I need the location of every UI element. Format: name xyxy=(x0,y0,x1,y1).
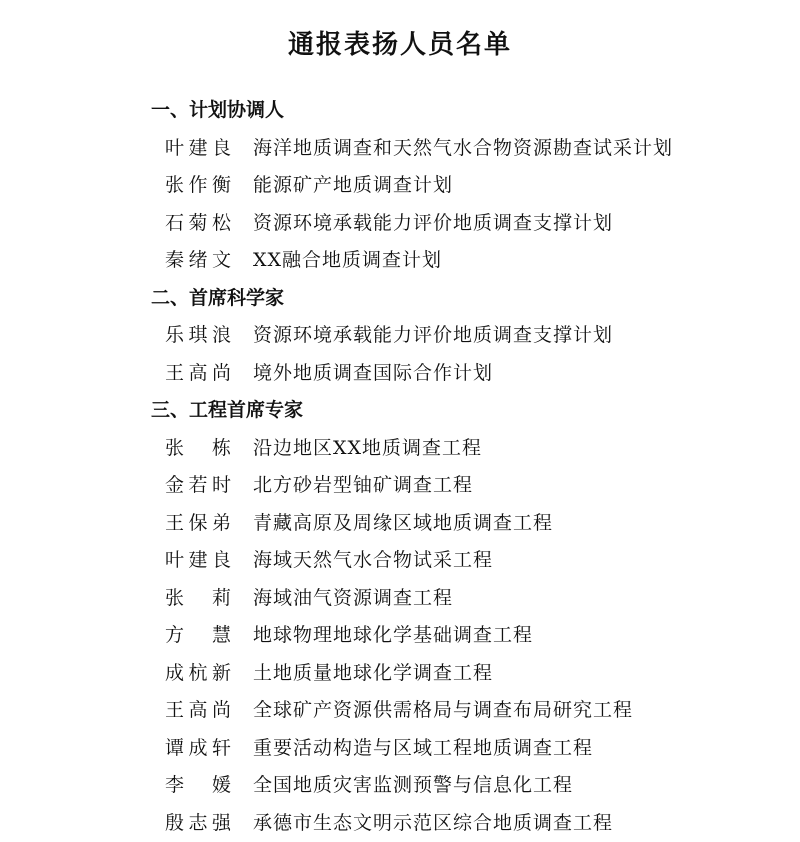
list-item xyxy=(151,617,771,655)
list-item xyxy=(151,317,771,355)
project-name: 土地质量地球化学调查工程 xyxy=(253,655,493,693)
person-name: 张莉 xyxy=(165,580,231,618)
person-name: 李媛 xyxy=(165,767,231,805)
list-item xyxy=(151,355,771,393)
person-name: 王高尚 xyxy=(165,355,231,393)
person-name: 金若时 xyxy=(165,467,231,505)
person-name: 王高尚 xyxy=(165,692,231,730)
project-name: 沿边地区XX地质调查工程 xyxy=(253,430,482,468)
list-item xyxy=(151,242,771,280)
project-name: 境外地质调查国际合作计划 xyxy=(253,355,493,393)
section-heading: 一、计划协调人 xyxy=(151,92,771,130)
document-title: 通报表扬人员名单 xyxy=(0,24,800,61)
list-item xyxy=(151,467,771,505)
person-name: 张栋 xyxy=(165,430,231,468)
project-name: 全国地质灾害监测预警与信息化工程 xyxy=(253,767,573,805)
person-name: 方慧 xyxy=(165,617,231,655)
person-name: 秦绪文 xyxy=(165,242,231,280)
project-name: 承德市生态文明示范区综合地质调查工程 xyxy=(253,805,613,842)
section-engineering-experts xyxy=(151,392,771,842)
list-item xyxy=(151,730,771,768)
person-name: 张作衡 xyxy=(165,167,231,205)
list-item xyxy=(151,505,771,543)
section-heading: 二、首席科学家 xyxy=(151,280,771,318)
project-name: 北方砂岩型铀矿调查工程 xyxy=(253,467,473,505)
project-name: 海域油气资源调查工程 xyxy=(253,580,453,618)
list-item xyxy=(151,805,771,842)
project-name: 地球物理地球化学基础调查工程 xyxy=(253,617,533,655)
person-name: 成杭新 xyxy=(165,655,231,693)
project-name: 资源环境承载能力评价地质调查支撑计划 xyxy=(253,205,613,243)
project-name: XX融合地质调查计划 xyxy=(253,242,442,280)
project-name: 全球矿产资源供需格局与调查布局研究工程 xyxy=(253,692,633,730)
person-name: 乐琪浪 xyxy=(165,317,231,355)
project-name: 能源矿产地质调查计划 xyxy=(253,167,453,205)
commendation-list xyxy=(151,92,771,842)
list-item xyxy=(151,167,771,205)
person-name: 谭成轩 xyxy=(165,730,231,768)
list-item xyxy=(151,130,771,168)
list-item xyxy=(151,692,771,730)
list-item xyxy=(151,655,771,693)
person-name: 殷志强 xyxy=(165,805,231,842)
person-name: 叶建良 xyxy=(165,542,231,580)
list-item xyxy=(151,767,771,805)
list-item xyxy=(151,205,771,243)
project-name: 海洋地质调查和天然气水合物资源勘查试采计划 xyxy=(253,130,673,168)
section-heading: 三、工程首席专家 xyxy=(151,392,771,430)
list-item xyxy=(151,542,771,580)
section-chief-scientists xyxy=(151,280,771,393)
person-name: 叶建良 xyxy=(165,130,231,168)
section-coordinators xyxy=(151,92,771,280)
list-item xyxy=(151,430,771,468)
project-name: 重要活动构造与区域工程地质调查工程 xyxy=(253,730,593,768)
person-name: 王保弟 xyxy=(165,505,231,543)
project-name: 青藏高原及周缘区域地质调查工程 xyxy=(253,505,553,543)
project-name: 资源环境承载能力评价地质调查支撑计划 xyxy=(253,317,613,355)
person-name: 石菊松 xyxy=(165,205,231,243)
list-item xyxy=(151,580,771,618)
project-name: 海域天然气水合物试采工程 xyxy=(253,542,493,580)
